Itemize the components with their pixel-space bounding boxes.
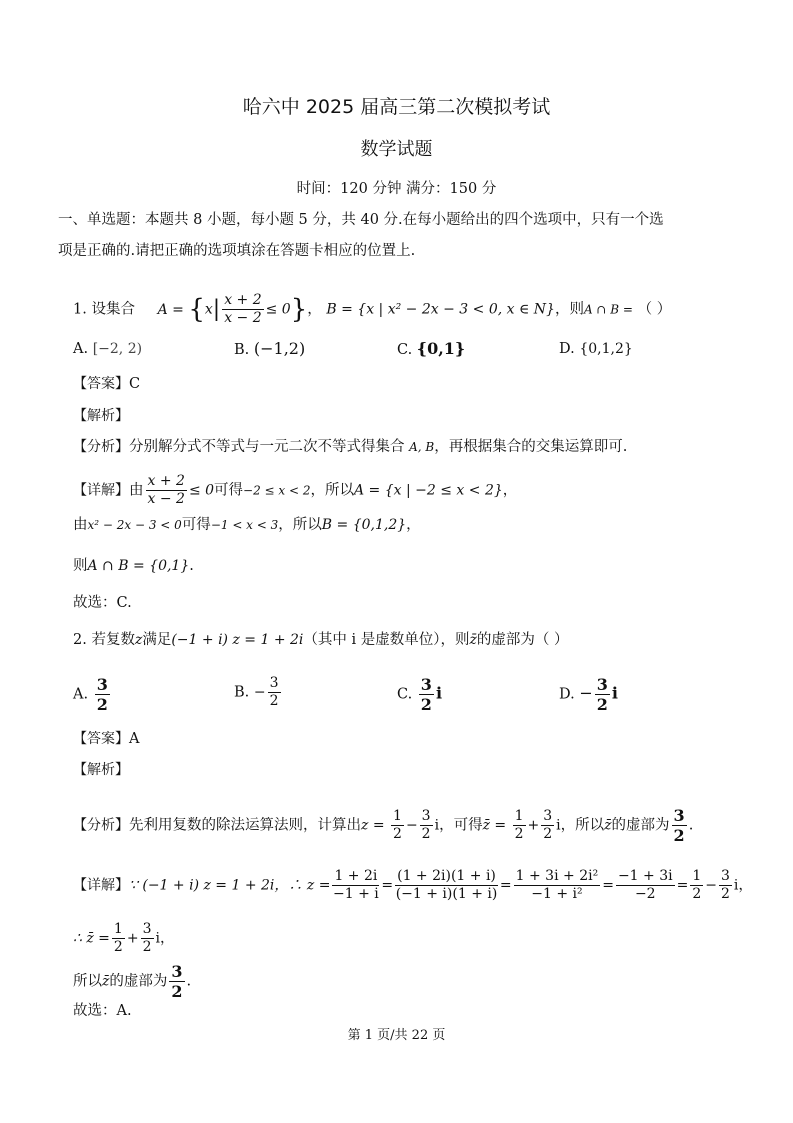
q2-fenxi-get: ，可得: [439, 817, 483, 834]
q2-detail-minus: −: [705, 877, 717, 894]
q1-fenxi-sets: A, B: [409, 440, 435, 454]
q2-detail-frac2-den: (−1 + i)(1 + i): [395, 886, 498, 902]
q2-last-so: 所以: [73, 973, 102, 990]
q2-detail-frac3-den: −1 + i²: [531, 886, 583, 902]
q2-stem-end: 的虚部为（ ）: [476, 632, 569, 648]
q2-choose: 故选：A.: [73, 1003, 132, 1019]
q2-last-frac: [169, 962, 184, 1001]
q2-option-d-sign: −: [579, 683, 593, 703]
q1-option-b-label: B.: [234, 342, 250, 358]
q1-ask-prefix: ，则: [554, 301, 584, 318]
q2-option-b-fraction: [268, 675, 281, 710]
q2-fenxi-frac5: [672, 806, 687, 845]
q1-option-b: [234, 339, 305, 360]
q1-detail-get: 可得: [214, 482, 244, 499]
q2-option-c-num: 3: [420, 675, 432, 694]
q2-answer: [73, 729, 139, 749]
q1-setA-rel: ≤ 0: [265, 301, 291, 318]
q1-option-c: [397, 339, 465, 360]
q1-detail-den: x − 2: [147, 491, 185, 507]
q1-setA-bar: |: [212, 296, 221, 322]
q2-last-of: 的虚部为: [109, 973, 168, 990]
q2-option-a-den: 2: [96, 695, 108, 714]
q1-fenxi: [73, 437, 627, 457]
q1-stem: [73, 292, 671, 327]
q2-option-c-den: 2: [420, 695, 432, 714]
q2-detail-frac2: [395, 868, 498, 903]
q1-detail-you: 由: [129, 482, 144, 499]
q2-stem-note: （其中 i 是虚数单位），则: [303, 632, 470, 648]
q1-detail-setA: A = {x | −2 ≤ x < 2}: [354, 482, 503, 499]
q2-detail-frac5-num: 1: [692, 868, 702, 884]
q2-option-d-num: 3: [596, 675, 608, 694]
q1-line2-ineq: x² − 2x − 3 < 0: [87, 518, 182, 532]
q2-zbar-i: i: [155, 930, 160, 947]
q2-fenxi-frac1-den: 2: [393, 826, 402, 842]
q2-fenxi-frac4-num: 3: [543, 808, 553, 824]
q1-detail-line1: [73, 473, 517, 508]
q2-detail-frac1-den: −1 + i: [333, 886, 379, 902]
q2-analysis-tag: [73, 760, 129, 780]
q2-fenxi-i2: i: [556, 817, 561, 834]
q2-fenxi-minus: −: [405, 817, 418, 834]
q1-ask: A ∩ B =: [583, 302, 633, 317]
q2-last-frac-den: 2: [171, 982, 183, 1001]
q2-last-end: .: [186, 973, 192, 990]
q2-z: z: [134, 632, 143, 648]
q2-fenxi-frac1: [391, 808, 404, 843]
q2-option-c: [397, 675, 442, 714]
q2-detail-tag: 【详解】: [73, 877, 129, 894]
q2-zbar-plus: +: [126, 930, 139, 947]
q2-fenxi-frac5-den: 2: [673, 826, 685, 845]
q1-detail-so: ，所以: [310, 482, 354, 499]
q2-detail-i: i: [733, 877, 739, 894]
q2-zbar-frac2: [141, 921, 154, 956]
q1-line2-you: 由: [73, 517, 88, 533]
q2-option-a-num: 3: [96, 675, 108, 694]
q2-detail-therefore: ，∴ z =: [274, 877, 331, 894]
q1-analysis-label: 【解析】: [73, 408, 129, 424]
q2-fenxi-of: 的虚部为: [611, 817, 670, 834]
q2-fenxi-i: i: [434, 817, 440, 834]
q2-fenxi-frac3-num: 1: [514, 808, 524, 824]
q2-fenxi-frac2: [420, 808, 433, 843]
q2-detail-frac1: [332, 868, 379, 903]
q1-paren: （ ）: [637, 301, 672, 318]
q2-detail-frac4-num: −1 + 3i: [617, 868, 673, 884]
q1-setA-lhs: A =: [157, 301, 189, 318]
q2-fenxi-zbar2: z̄: [604, 817, 612, 834]
q1-option-d: [559, 339, 633, 359]
q1-detail-end: ，: [502, 482, 518, 499]
q2-fenxi-plus: +: [527, 817, 540, 834]
q2-zbar-frac1-den: 2: [113, 939, 123, 955]
q2-detail-eq4: =: [676, 877, 689, 894]
q1-detail-fraction: [146, 473, 187, 508]
q2-fenxi-z: z =: [361, 817, 390, 834]
q2-option-b-den: 2: [269, 693, 279, 709]
q2-zbar-frac2-den: 2: [142, 939, 152, 955]
q1-option-d-label: D.: [559, 341, 575, 357]
q2-fenxi: [73, 806, 693, 845]
page-footer: 第 1 页/共 22 页: [347, 1028, 446, 1043]
q2-zbar-line: [73, 921, 174, 956]
q2-fenxi-tag: 【分析】: [73, 817, 129, 834]
q2-detail-frac2-num: (1 + 2i)(1 + i): [397, 868, 496, 884]
q1-line2-setB: B = {0,1,2}: [321, 517, 407, 533]
q1-setA-den: x − 2: [224, 310, 262, 326]
q2-zbar-line-end: ，: [159, 930, 175, 947]
q1-fenxi-rest: ，再根据集合的交集运算即可.: [434, 439, 628, 455]
q2-detail-frac6: [719, 868, 732, 903]
q2-detail-eq2: =: [499, 877, 512, 894]
q1-line3-expr: A ∩ B = {0,1}: [87, 558, 190, 574]
q2-zbar-frac2-num: 3: [142, 921, 152, 937]
q1-line2-end: ，: [406, 517, 421, 533]
q1-line2-so: ，所以: [278, 517, 322, 533]
q2-answer-tag: 【答案】: [73, 731, 129, 747]
q2-detail-line1: [73, 868, 753, 903]
q2-option-a: [73, 675, 112, 714]
q1-detail-tag: 【详解】: [73, 482, 129, 499]
q1-detail-num: x + 2: [147, 473, 185, 489]
q1-option-a: [73, 339, 142, 359]
q2-option-b-label: B.: [234, 684, 250, 701]
q2-option-d-label: D.: [559, 686, 575, 703]
q1-setA-num: x + 2: [224, 292, 262, 308]
q1-setA-var: x: [204, 301, 213, 318]
q2-equation: (−1 + i) z = 1 + 2i: [171, 632, 304, 648]
exam-title: 哈六中 2025 届高三第二次模拟考试: [242, 96, 551, 118]
q2-option-b-sign: −: [253, 684, 266, 701]
q2-detail-frac4-den: −2: [634, 886, 656, 902]
q2-detail-frac4: [616, 868, 675, 903]
q2-option-c-fraction: [419, 675, 434, 714]
q2-fenxi-frac3: [513, 808, 526, 843]
q2-detail-frac3-num: 1 + 3i + 2i²: [515, 868, 599, 884]
q2-zbar-line-prefix: ∴ z̄ =: [73, 930, 110, 947]
q2-option-b: [234, 675, 283, 710]
q2-fenxi-frac4: [541, 808, 554, 843]
q2-detail-frac6-den: 2: [720, 886, 730, 902]
q2-detail-frac5-den: 2: [692, 886, 702, 902]
q1-line2-range: −1 < x < 3: [210, 518, 279, 532]
q2-stem: [73, 630, 569, 650]
q2-zbar-frac1-num: 1: [113, 921, 123, 937]
q1-fenxi-tag: 【分析】: [73, 439, 129, 455]
q1-option-a-value: [−2, 2): [92, 341, 143, 357]
q1-answer-value: C: [129, 376, 141, 392]
q2-zbar-frac1: [112, 921, 125, 956]
q2-last-frac-num: 3: [171, 962, 183, 981]
q2-detail-frac5: [690, 868, 703, 903]
q2-option-c-suffix: i: [435, 683, 443, 703]
q2-detail-eq3: =: [602, 877, 614, 894]
q2-fenxi-frac4-den: 2: [543, 826, 553, 842]
q2-analysis-label: 【解析】: [73, 762, 129, 778]
q2-fenxi-frac1-num: 1: [393, 808, 402, 824]
q1-setA-fraction: [222, 292, 263, 327]
q2-option-d-suffix: i: [611, 683, 618, 703]
q2-answer-value: A: [129, 731, 140, 747]
q2-fenxi-frac5-num: 3: [673, 806, 685, 825]
q1-line2-get: 可得: [181, 517, 211, 533]
q1-comma: ，: [307, 301, 322, 318]
q2-option-d-fraction: [595, 675, 610, 714]
q1-option-d-value: {0,1,2}: [579, 341, 633, 357]
q2-detail-because: ∵ (−1 + i) z = 1 + 2i: [129, 877, 275, 894]
q2-fenxi-frac3-den: 2: [514, 826, 524, 842]
q2-option-c-label: C.: [397, 686, 413, 703]
q1-setA-right-brace: }: [290, 294, 308, 325]
q1-detail-range: −2 ≤ x < 2: [243, 483, 311, 498]
q1-answer-tag: 【答案】: [73, 376, 129, 392]
q2-fenxi-frac2-num: 3: [421, 808, 431, 824]
q1-setB: B = {x | x² − 2x − 3 < 0, x ∈ N}: [326, 301, 555, 318]
exam-meta: 时间：120 分钟 满分：150 分: [296, 181, 497, 197]
q2-detail-end: ，: [738, 877, 753, 894]
q2-zbar: z̄: [469, 632, 477, 648]
q2-option-b-num: 3: [269, 675, 279, 691]
q2-detail-frac1-num: 1 + 2i: [334, 868, 378, 884]
q1-analysis-tag: [73, 406, 129, 426]
q2-fenxi-so: ，所以: [560, 817, 605, 834]
q2-fenxi-text: 先利用复数的除法运算法则，计算出: [129, 817, 361, 834]
q2-fenxi-end: .: [688, 817, 694, 834]
q1-stem-prefix: 1. 设集合: [73, 301, 135, 318]
q1-setA-left-brace: {: [188, 294, 205, 325]
q2-fenxi-frac2-den: 2: [421, 826, 431, 842]
q1-detail-line2: [73, 515, 421, 535]
section-instruction-line1: 一、单选题：本题共 8 小题，每小题 5 分，共 40 分.在每小题给出的四个选项中，只有一个选: [58, 212, 664, 228]
q2-option-a-fraction: [95, 675, 110, 714]
q1-option-c-value: {0,1}: [416, 339, 466, 358]
exam-subtitle: 数学试题: [360, 139, 433, 160]
q1-option-b-value: (−1,2): [253, 339, 306, 358]
q1-option-c-label: C.: [397, 342, 413, 358]
q1-line3-ze: 则: [73, 558, 88, 574]
q2-last-zbar: z̄: [102, 973, 110, 990]
q2-option-d-den: 2: [596, 695, 608, 714]
q2-last-line: [73, 962, 191, 1001]
q2-detail-frac3: [514, 868, 601, 903]
q1-fenxi-text: 分别解分式不等式与一元二次不等式得集合: [129, 439, 405, 455]
q1-answer: [73, 374, 140, 394]
q2-option-a-label: A.: [73, 686, 89, 703]
q1-choose: 故选：C.: [73, 595, 132, 611]
q1-option-a-label: A.: [73, 341, 89, 357]
q2-detail-eq1: =: [381, 877, 394, 894]
q1-detail-ineq: ≤ 0: [188, 482, 215, 499]
q1-line3-end: .: [189, 558, 194, 574]
q2-stem-mid: 满足: [142, 632, 172, 648]
q2-option-d: [559, 675, 618, 714]
q2-stem-prefix: 2. 若复数: [73, 632, 135, 648]
section-instruction-line2: 项是正确的.请把正确的选项填涂在答题卡相应的位置上.: [58, 243, 416, 259]
q2-detail-frac6-num: 3: [720, 868, 730, 884]
q2-fenxi-zbar: z̄ =: [482, 817, 511, 834]
q1-detail-line3: [73, 556, 194, 576]
